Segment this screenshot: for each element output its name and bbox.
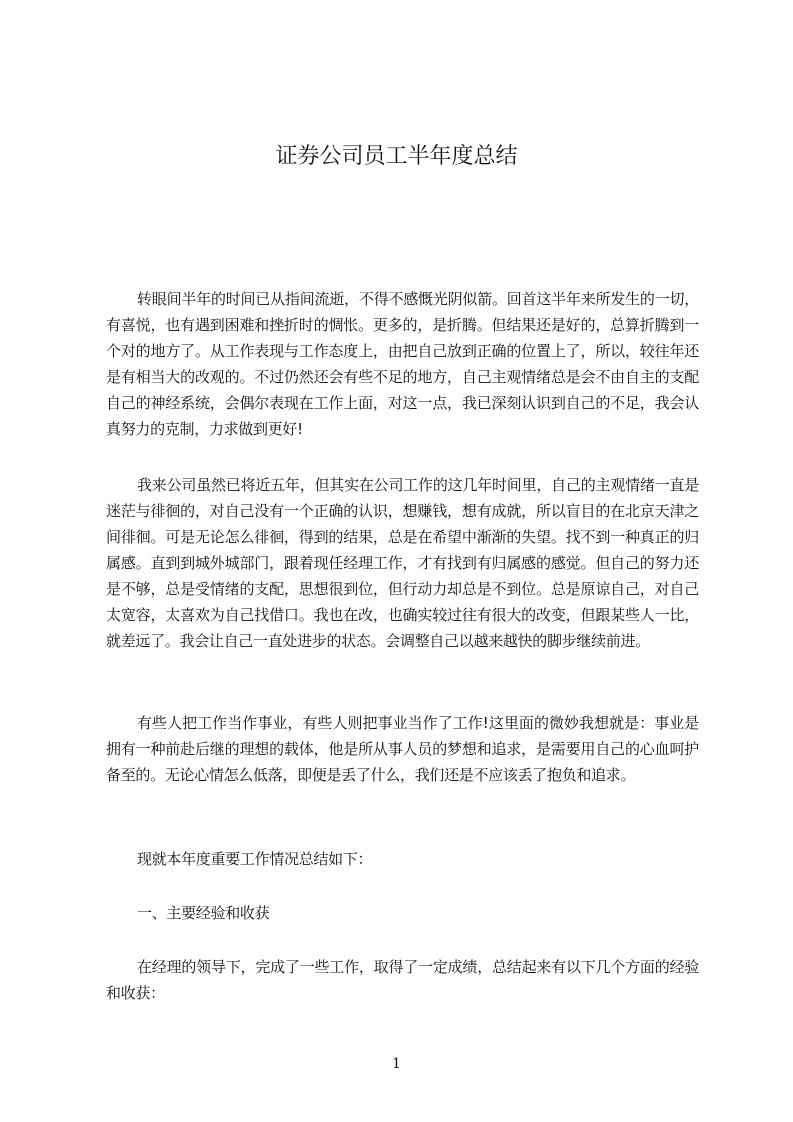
document-title: 证券公司员工半年度总结 — [275, 144, 518, 169]
paragraph-intro: 转眼间半年的时间已从指间流逝，不得不感慨光阴似箭。回首这半年来所发生的一切，有喜悦，也有遇到困难和挫折时的惆怅。更多的，是折腾。但结果还是好的，总算折腾到一个对的地方了。从工作表现与工作态度上，由把自己放到正确的位置上了，所以，较往年还是有相当大的改观的。不过仍然还会有些不足的地方，自己主观情绪总是会不由自主的支配自己的神经系统，会偶尔表现在工作上面，对这一点，我已深刻认识到自己的不足，我会认真努力的克制，力求做到更好! — [106, 290, 699, 438]
paragraph-experience: 我来公司虽然已将近五年，但其实在公司工作的这几年时间里，自己的主观情绪一直是迷茫与徘徊的，对自己没有一个正确的认识，想赚钱，想有成就，所以盲目的在北京天津之间徘徊。可是无论怎么徘徊，得到的结果，总是在希望中渐渐的失望。找不到一种真正的归属感。直到到城外城部门，跟着现任经理工作，才有找到有归属感的感觉。但自己的努力还是不够，总是受情绪的支配，思想很到位，但行动力却总是不到位。总是原谅自己，对自己太宽容，太喜欢为自己找借口。我也在改，也确实较过往有很大的改变，但跟某些人一比，就差远了。我会让自己一直处进步的状态。会调整自己以越来越快的脚步继续前进。 — [106, 476, 699, 650]
section-heading-main-experience: 一、主要经验和收获 — [137, 904, 270, 922]
paragraph-career-view: 有些人把工作当作事业，有些人则把事业当作了工作!这里面的微妙我想就是：事业是拥有一种前赴后继的理想的载体，他是所从事人员的梦想和追求，是需要用自己的心血呵护备至的。无论心情怎么低落，即便是丢了什么，我们还是不应该丢了抱负和追求。 — [106, 714, 699, 784]
paragraph-section-one: 在经理的领导下，完成了一些工作，取得了一定成绩，总结起来有以下几个方面的经验和收获： — [106, 958, 699, 1002]
paragraph-summary-intro: 现就本年度重要工作情况总结如下： — [137, 850, 373, 868]
page-number: 1 — [392, 1056, 401, 1072]
